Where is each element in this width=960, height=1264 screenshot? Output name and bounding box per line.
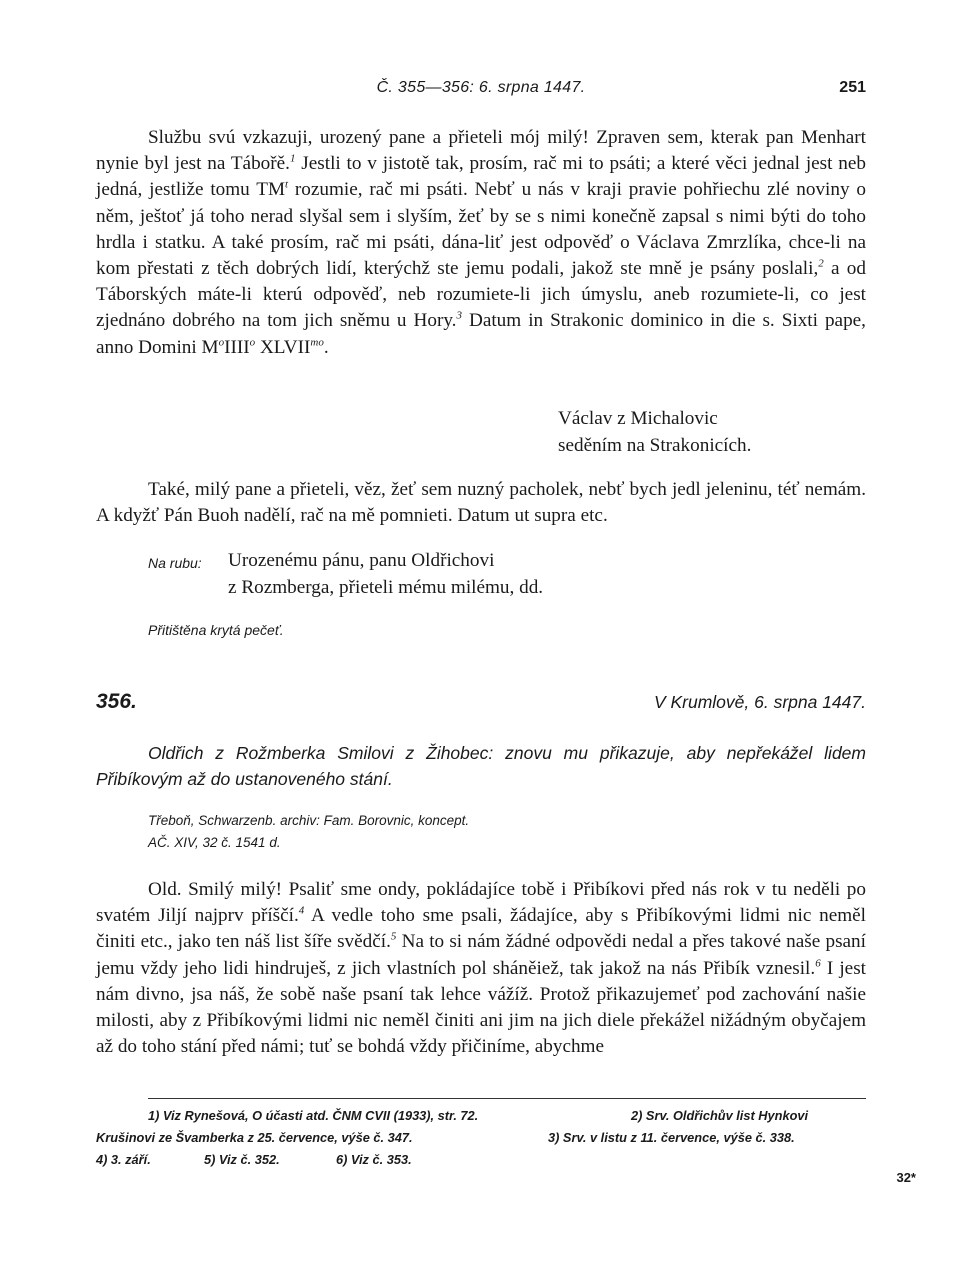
footnote-divider [148,1098,866,1099]
book-page [96,0,866,1264]
footnote-4: 4) 3. září. [96,1152,151,1167]
running-header [96,79,866,105]
letter-355-paragraph: Službu svú vzkazuji, urozený pane a přieteli mój milý! Zpraven sem, kterak pan Menhart nynie byl jest na Tábořě.$^1$ Jestli to v jistotě tak, prosím, rač mi to psáti; a které věci jednal jest neb jedná, jestliže tomu $TM^t$ rozumie, rač mi psáti. Nebť u nás v kraji pravie pohřiechu zlé noviny o něm, ještoť já toho nerad slyšal sem i slyším, žeť by se s nimi konečně zapsal s nimi býti do toho hrdla i statku. A také prosím, rač mi psáti, dána-liť jest odpověď o Václava Zmrzlíka, chce-li na kom přestati z těch dobrých lidí, kterýchž ste jemu podali, jakož ste mně je psány poslali,$^2$ a od Táborských máte-li kterú odpověď, neb rozumiete-li jich úmyslu, aneb rozumiete-li, co jest zjednáno dobrého na tom jich sněmu u Hory.$^3$ Datum in Strakonic dominico in die s. Sixti pape, anno Domini $M^oIIII^o$ $XLVII^{mo}$. [96,127,867,358]
postscript: Také, milý pane a přieteli, věz, žeť sem nuzný pacholek, nebť bych jedl jeleninu, téť nemám. A kdyžť Pán Buoh nadělí, rač na mě pomnieti. Datum ut supra etc. [96,479,866,527]
footnote-ref[interactable]: 4 [298,904,305,917]
footnote-ref[interactable]: 5 [390,931,397,944]
letter-356-paragraph: Old. Smilý milý! Psaliť sme ondy, pokládajíce tobě i Přibíkovi před nás rok v tu neděli po svatém Jiljí najprv příščí.$^4$ A vedle toho sme psali, žádajíce, aby s Přibíkovými lidmi nic neměl činiti etc., jako ten náš list šíře svědčí.$^5$ Na to si nám žádné odpovědi nedal a přes takové naše psaní jemu vždy jeho lidi hindruješ, z jich vlastních pol sháněiež, tak jakož na nás Přibík vznesil.$^6$ I jest nám divno, jsa náš, že sobě naše psaní tak lehce vážíž. Protož přikazujemeť pod zachování našie milosti, aby z Přibíkovými lidmi nic neměl činiti ani jim na jich diele překážel nižádným obyčajem až do toho stání před námi; tuť se bohdá vždy přičiníme, abychme [96,879,866,1058]
address-label: Na rubu: [148,555,202,571]
seal-note: Přitištěna krytá pečeť. [148,622,284,638]
page-number: 251 [839,79,866,96]
place-date: V Krumlově, 6. srpna 1447. [653,692,866,712]
footnote-2-cont: Krušinovi ze Švamberka z 25. července, výše č. 347. [96,1130,413,1145]
document-number: 356. [96,690,137,713]
footnote-ref[interactable]: 3 [456,310,462,323]
signature-name: Václav z Michalovic [558,408,718,429]
sheet-signature-mark: 32* [896,1170,916,1185]
footnote-2: 2) Srv. Oldřichův list Hynkovi [631,1108,809,1123]
address-text: Urozenému pánu, panu Oldřichovi z Rozmberga, přieteli mému milému, dd. [228,550,544,598]
signature [558,405,751,459]
footnote-6: 6) Viz č. 353. [336,1152,412,1167]
footnote-ref[interactable]: 6 [815,957,821,970]
footnotes [96,1105,866,1171]
footnote-1: 1) Viz Rynešová, O účasti atd. ČNM CVII (1933), str. 72. [148,1108,479,1123]
source-note: Třeboň, Schwarzenb. archiv: Fam. Borovnic, koncept. AČ. XIV, 32 č. 1541 d. [148,813,470,850]
footnote-ref[interactable]: 2 [818,257,824,270]
signature-place: seděním na Strakonicích. [558,435,752,456]
regest: Oldřich z Rožmberka Smilovi z Žihobec: znovu mu přikazuje, aby nepřekážel lidem Přibíkovým až do ustanoveného stání. [96,743,866,789]
footnote-ref[interactable]: 1 [289,152,296,165]
running-title: Č. 355—356: 6. srpna 1447. [376,79,586,96]
footnote-3: 3) Srv. v listu z 11. července, výše č. 338. [548,1130,795,1145]
footnote-5: 5) Viz č. 352. [204,1152,280,1167]
document-heading [96,690,866,718]
